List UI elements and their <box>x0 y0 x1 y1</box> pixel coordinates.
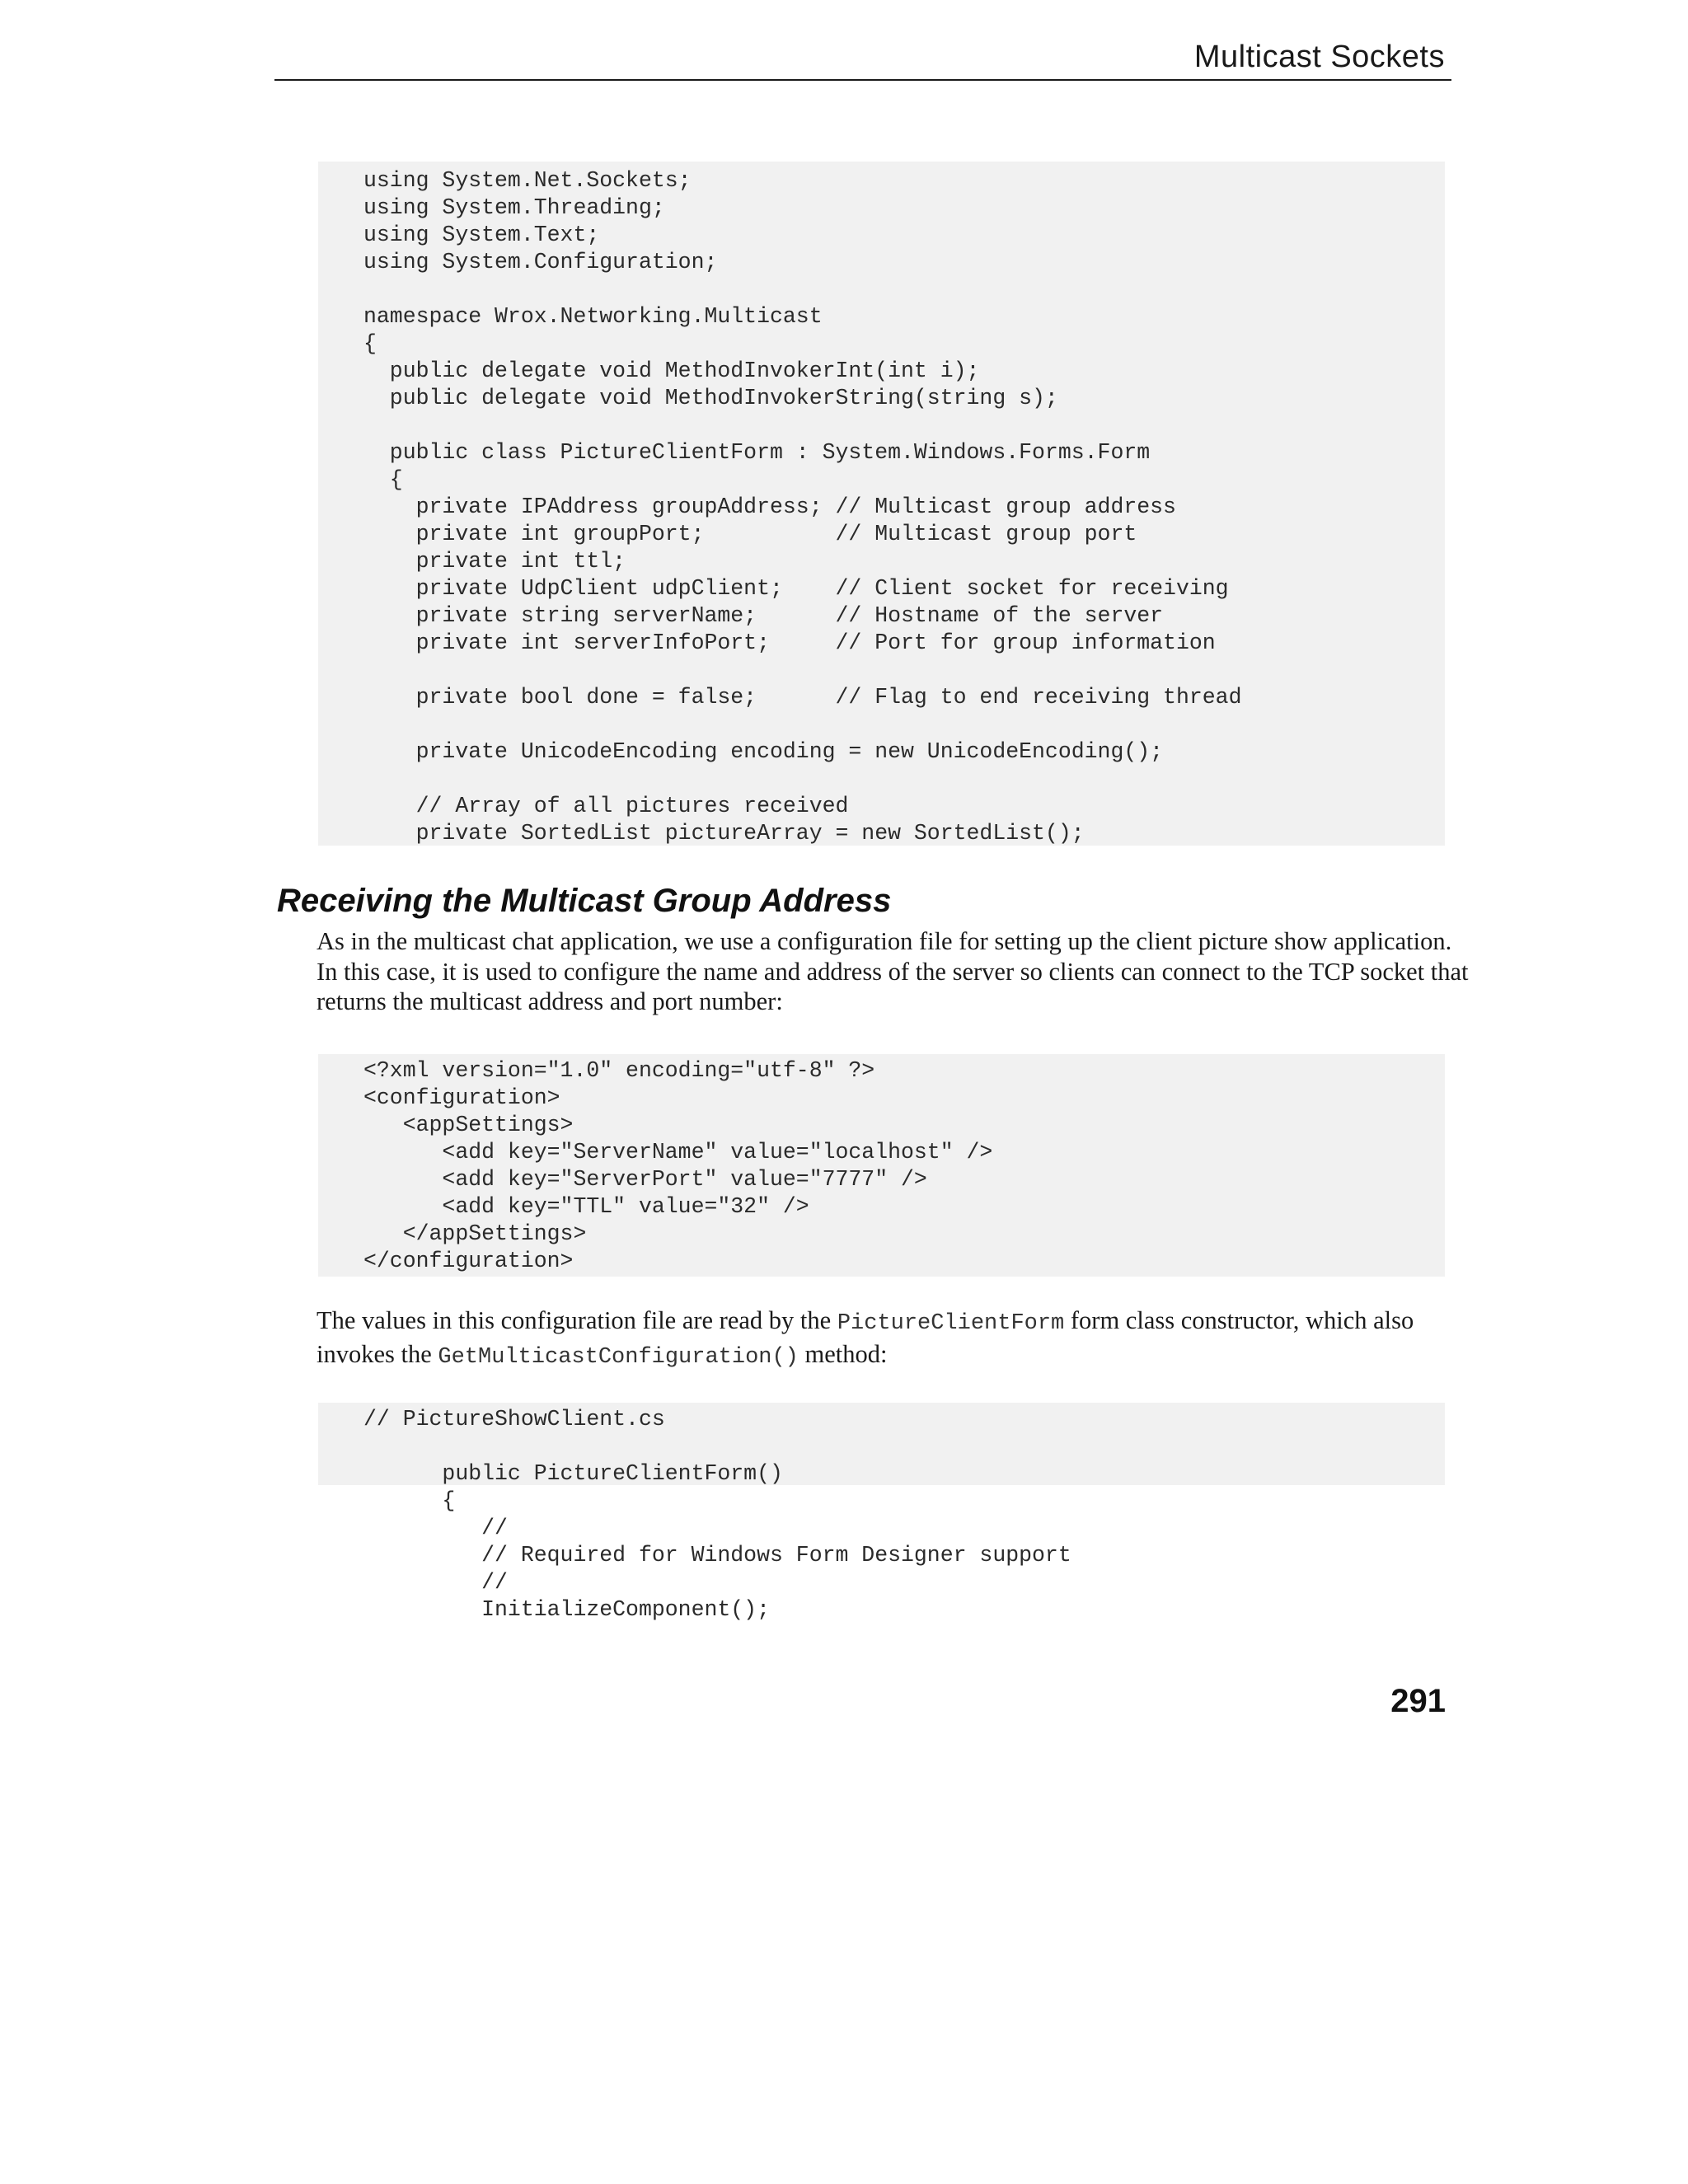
running-title: Multicast Sockets <box>1193 40 1445 74</box>
code-line: using System.Net.Sockets; <box>363 168 692 193</box>
code-line: // Array of all pictures received <box>363 794 849 818</box>
code-line: <add key="TTL" value="32" /> <box>363 1194 809 1219</box>
section-heading: Receiving the Multicast Group Address <box>277 883 892 919</box>
code-line: public class PictureClientForm : System.Windows.Forms.Form <box>363 440 1151 465</box>
code-line: private int ttl; <box>363 549 626 574</box>
code-line: // PictureShowClient.cs <box>363 1407 665 1432</box>
code-line <box>363 766 1445 793</box>
code-listing <box>318 162 1445 847</box>
code-line: using System.Threading; <box>363 195 665 220</box>
code-line: private UdpClient udpClient; // Client socket for receiving <box>363 576 1229 601</box>
code-line: private int serverInfoPort; // Port for group information <box>363 630 1216 655</box>
inline-code-class-name: PictureClientForm <box>837 1311 1065 1336</box>
body-paragraph <box>316 1305 1470 1372</box>
code-listing <box>318 1054 1445 1275</box>
page-number: 291 <box>1390 1683 1446 1719</box>
code-line: public delegate void MethodInvokerString(string s); <box>363 386 1058 410</box>
paragraph-text: The values in this configuration file are read by the <box>316 1306 837 1334</box>
code-line: public delegate void MethodInvokerInt(int i); <box>363 359 980 383</box>
code-line: private IPAddress groupAddress; // Multicast group address <box>363 494 1176 519</box>
code-line <box>363 1433 1445 1460</box>
code-line <box>363 276 1445 303</box>
code-line: private int groupPort; // Multicast group port <box>363 522 1137 546</box>
paragraph-text: method: <box>798 1339 888 1368</box>
code-line: // <box>363 1516 508 1540</box>
code-line <box>363 711 1445 738</box>
inline-code-method-name: GetMulticastConfiguration() <box>438 1344 799 1370</box>
code-line: { <box>363 1488 456 1513</box>
code-line: private string serverName; // Hostname of the server <box>363 603 1164 628</box>
code-line: { <box>363 467 403 492</box>
code-line: <add key="ServerPort" value="7777" /> <box>363 1167 927 1192</box>
code-line: // Required for Windows Form Designer support <box>363 1543 1071 1568</box>
code-line: <?xml version="1.0" encoding="utf-8" ?> <box>363 1058 875 1083</box>
body-paragraph: As in the multicast chat application, we use a configuration file for setting up the client picture show application. In this case, it is used to configure the name and address of the server so clients can connect to the TCP socket that returns the multicast address and port number: <box>316 927 1469 1015</box>
code-line <box>363 657 1445 684</box>
code-line: private UnicodeEncoding encoding = new UnicodeEncoding(); <box>363 739 1164 764</box>
code-block-xml-config <box>318 1054 1445 1277</box>
code-line: InitializeComponent(); <box>363 1597 770 1622</box>
paragraph-text: form class constructor, which also invokes the <box>316 1306 1414 1368</box>
code-line: { <box>363 331 377 356</box>
code-line: public PictureClientForm() <box>363 1461 783 1486</box>
code-line: <configuration> <box>363 1085 560 1110</box>
code-line: private bool done = false; // Flag to end receiving thread <box>363 685 1242 710</box>
code-line: <appSettings> <box>363 1113 574 1137</box>
code-listing-constructor <box>318 1403 1445 1624</box>
code-line: private SortedList pictureArray = new SortedList(); <box>363 821 1085 846</box>
running-header <box>274 36 1451 81</box>
code-line: namespace Wrox.Networking.Multicast <box>363 304 823 329</box>
code-line: // <box>363 1570 508 1595</box>
code-line <box>363 412 1445 439</box>
code-line: </appSettings> <box>363 1221 587 1246</box>
code-line: using System.Configuration; <box>363 250 718 274</box>
code-line: </configuration> <box>363 1249 574 1273</box>
code-block-using-declarations <box>318 162 1445 846</box>
code-line: <add key="ServerName" value="localhost" /> <box>363 1140 993 1165</box>
code-listing <box>318 1403 1445 1624</box>
code-line: using System.Text; <box>363 223 600 247</box>
